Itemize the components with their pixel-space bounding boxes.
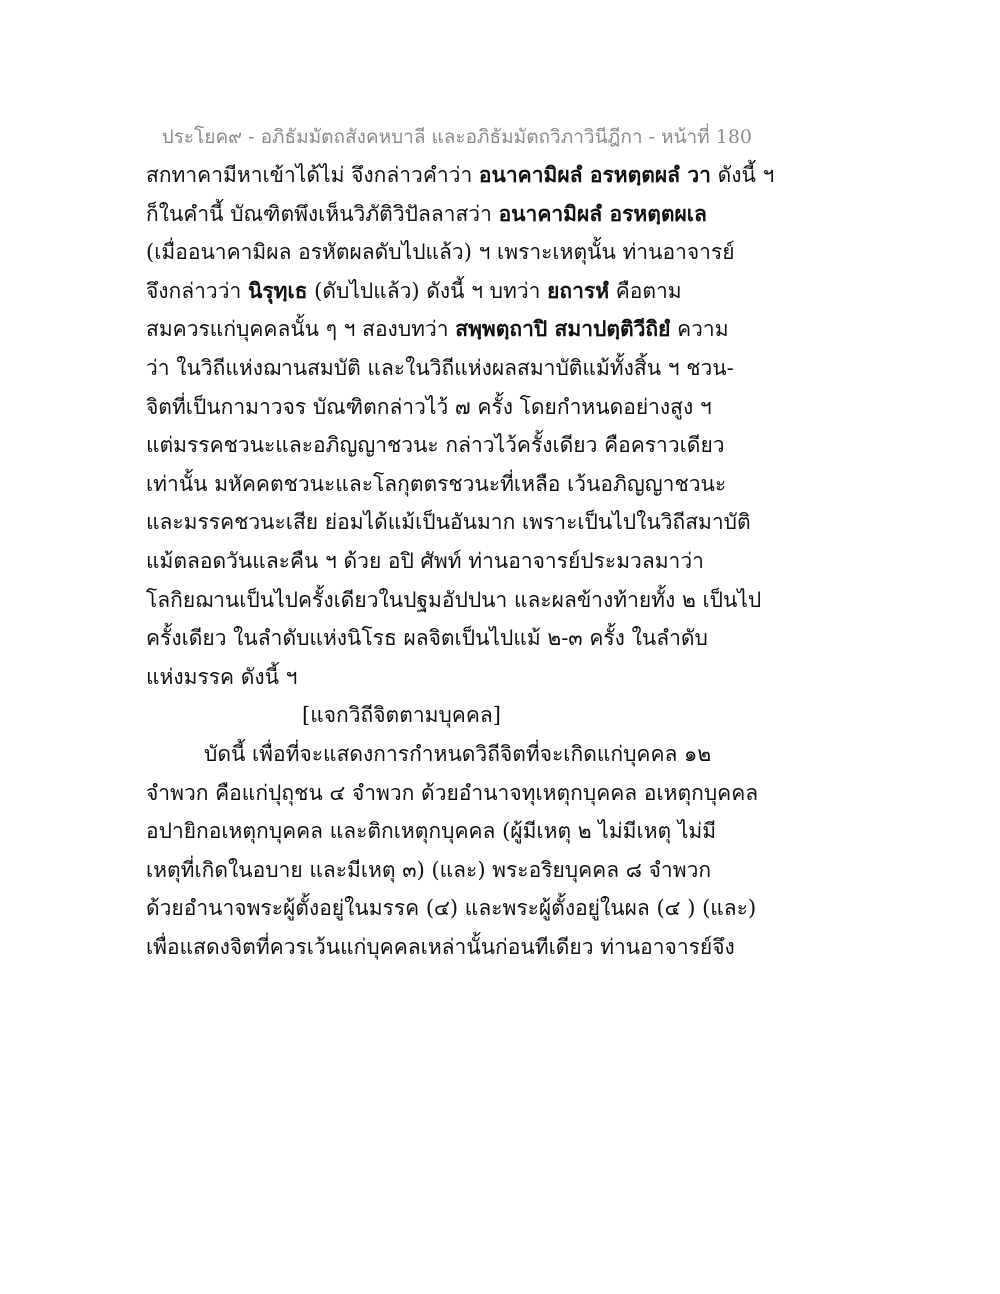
text-line: (เมื่ออนาคามิผล อรหัตผลดับไปแล้ว) ฯ เพราะเหตุนั้น ท่านอาจารย์ bbox=[146, 240, 735, 265]
text-line bbox=[146, 272, 766, 311]
page-header: ประโยค๙ - อภิธัมมัตถสังคหบาลี และอภิธัมมัตถวิภาวินีฎีกา - หน้าที่ 180 bbox=[161, 126, 752, 148]
text-span: ความ bbox=[670, 317, 729, 342]
text-span: (ดับไปแล้ว) ดังนี้ ฯ บทว่า bbox=[307, 278, 548, 303]
text-line: จิตที่เป็นกามาวจร บัณฑิตกล่าวไว้ ๗ ครั้ง โดยกำหนดอย่างสูง ฯ bbox=[146, 394, 712, 419]
text-line: แห่งมรรค ดังนี้ ฯ bbox=[146, 664, 298, 689]
text-line: โลกิยฌานเป็นไปครั้งเดียวในปฐมอัปปนา และผลข้างท้ายทั้ง ๒ เป็นไป bbox=[146, 587, 762, 612]
pali-term: สพฺพตฺถาปิ สมาปตฺติวีถิยํ bbox=[455, 316, 671, 342]
pali-term: ยถารหํ bbox=[547, 277, 610, 303]
text-span: จึงกล่าวว่า bbox=[146, 278, 248, 303]
text-span: สกทาคามีหาเข้าได้ไม่ จึงกล่าวคำว่า bbox=[146, 163, 479, 187]
text-line: ว่า ในวิถีแห่งฌานสมบัติ และในวิถีแห่งผลสมาบัติแม้ทั้งสิ้น ฯ ชวน- bbox=[146, 355, 734, 380]
text-line: และมรรคชวนะเสีย ย่อมได้แม้เป็นอันมาก เพราะเป็นไปในวิถีสมาบัติ bbox=[146, 510, 751, 535]
text-line: แม้ตลอดวันและคืน ฯ ด้วย อปิ ศัพท์ ท่านอาจารย์ประมวลมาว่า bbox=[146, 548, 704, 573]
text-line: แต่มรรคชวนะและอภิญญาชวนะ กล่าวไว้ครั้งเดียว คือคราวเดียว bbox=[146, 433, 725, 458]
text-line: บัดนี้ เพื่อที่จะแสดงการกำหนดวิถีจิตที่จะเกิดแก่บุคคล ๑๒ bbox=[204, 741, 712, 766]
text-line: อปายิกอเหตุกบุคคล และติกเหตุกบุคคล (ผู้มีเหตุ ๒ ไม่มีเหตุ ไม่มี bbox=[146, 819, 717, 844]
pali-term: นิรุทฺเธ bbox=[248, 277, 308, 303]
document-body bbox=[146, 156, 775, 966]
section-title: [แจกวิถีจิตตามบุคคล] bbox=[302, 703, 501, 728]
text-span: ก็ในคำนี้ บัณฑิตพึงเห็นวิภัติวิปัลลาสว่า bbox=[146, 201, 499, 226]
text-span: คือตาม bbox=[609, 278, 682, 303]
text-line bbox=[146, 156, 775, 195]
pali-term: อนาคามิผลํ อรหตฺตผลํ วา bbox=[478, 162, 711, 187]
text-line: ครั้งเดียว ในลำดับแห่งนิโรธ ผลจิตเป็นไปแม้ ๒-๓ ครั้ง ในลำดับ bbox=[146, 626, 708, 651]
text-line: ด้วยอำนาจพระผู้ตั้งอยู่ในมรรค (๔) และพระผู้ตั้งอยู่ในผล (๔ ) (และ) bbox=[146, 896, 757, 921]
text-span: สมควรแก่บุคคลนั้น ๆ ฯ สองบทว่า bbox=[146, 317, 456, 342]
text-line: เพื่อแสดงจิตที่ควรเว้นแก่บุคคลเหล่านั้นก่อนทีเดียว ท่านอาจารย์จึง bbox=[146, 934, 735, 959]
text-line: จำพวก คือแก่ปุถุชน ๔ จำพวก ด้วยอำนาจทุเหตุกบุคคล อเหตุกบุคคล bbox=[146, 780, 759, 805]
text-line: เหตุที่เกิดในอบาย และมีเหตุ ๓) (และ) พระอริยบุคคล ๘ จำพวก bbox=[146, 857, 712, 882]
pali-term: อนาคามิผลํ อรหตฺตผเล bbox=[498, 200, 707, 226]
text-line: เท่านั้น มหัคคตชวนะและโลกุตตรชวนะที่เหลือ เว้นอภิญญาชวนะ bbox=[146, 471, 727, 496]
text-line bbox=[146, 195, 766, 234]
text-line bbox=[146, 310, 766, 349]
text-span: ดังนี้ ฯ bbox=[710, 163, 775, 187]
